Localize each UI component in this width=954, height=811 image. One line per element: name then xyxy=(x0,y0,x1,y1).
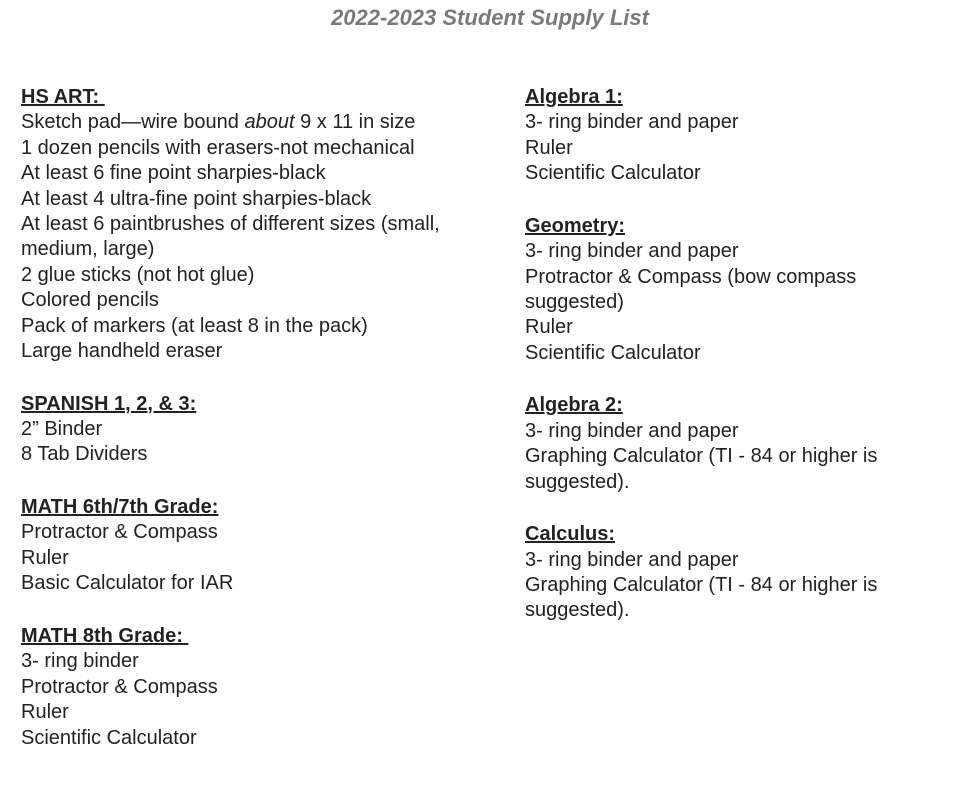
list-item: Pack of markers (at least 8 in the pack) xyxy=(21,314,368,337)
section-spanish xyxy=(21,392,461,468)
section-heading-math-6-7: MATH 6th/7th Grade: xyxy=(21,496,219,519)
list-item: 3- ring binder and paper xyxy=(525,240,739,263)
list-item: 2 glue sticks (not hot glue) xyxy=(21,263,255,286)
list-item: Protractor & Compass xyxy=(21,675,218,698)
section-hs-art xyxy=(21,85,461,364)
list-item: Protractor & Compass xyxy=(21,521,218,544)
list-item xyxy=(21,110,461,135)
list-item: Protractor & Compass (bow compass suggested) xyxy=(525,265,857,314)
list-item: 3- ring binder and paper xyxy=(525,548,739,571)
list-item: Ruler xyxy=(21,701,69,724)
section-algebra-2 xyxy=(525,393,945,495)
section-heading-hs-art: HS ART: xyxy=(21,86,105,108)
section-math-8 xyxy=(21,624,461,751)
list-item: 1 dozen pencils with erasers-not mechanical xyxy=(21,136,415,159)
list-item: 2” Binder xyxy=(21,418,103,441)
right-column xyxy=(525,85,945,651)
section-algebra-1 xyxy=(525,85,945,187)
left-column xyxy=(21,85,461,778)
list-item: Graphing Calculator (TI - 84 or higher is suggested). xyxy=(525,445,878,493)
list-item: Graphing Calculator (TI - 84 or higher is suggested). xyxy=(525,574,878,622)
item-text: 9 x 11 in size xyxy=(294,111,416,134)
list-item: Scientific Calculator xyxy=(525,341,701,364)
section-heading-spanish: SPANISH 1, 2, & 3: xyxy=(21,392,197,415)
section-heading-geometry: Geometry: xyxy=(525,214,626,237)
section-heading-calculus: Calculus: xyxy=(525,523,616,546)
list-item: Ruler xyxy=(525,136,573,159)
list-item: At least 6 paintbrushes of different sizes (small, medium, large) xyxy=(21,213,440,261)
list-item: Ruler xyxy=(21,546,69,569)
section-geometry xyxy=(525,214,945,366)
list-item: At least 4 ultra-fine point sharpies-black xyxy=(21,187,372,210)
list-item: Basic Calculator for IAR xyxy=(21,572,234,595)
section-heading-math-8: MATH 8th Grade: xyxy=(21,624,189,647)
list-item: 3- ring binder and paper xyxy=(525,111,739,134)
section-math-6-7 xyxy=(21,495,461,597)
section-heading-algebra-2: Algebra 2: xyxy=(525,394,623,417)
section-heading-algebra-1: Algebra 1: xyxy=(525,86,623,108)
list-item: Scientific Calculator xyxy=(21,726,197,749)
list-item: Large handheld eraser xyxy=(21,340,223,363)
list-item: Scientific Calculator xyxy=(525,162,701,185)
item-emphasis: about xyxy=(244,111,295,134)
list-item: Colored pencils xyxy=(21,289,159,312)
item-text: Sketch pad—wire bound xyxy=(21,111,245,134)
page-title: 2022-2023 Student Supply List xyxy=(331,5,649,30)
list-item: 3- ring binder and paper xyxy=(525,419,739,442)
section-calculus xyxy=(525,522,945,624)
list-item: 8 Tab Dividers xyxy=(21,443,148,466)
list-item: 3- ring binder xyxy=(21,650,139,673)
list-item: At least 6 fine point sharpies-black xyxy=(21,162,326,185)
list-item: Ruler xyxy=(525,316,573,339)
